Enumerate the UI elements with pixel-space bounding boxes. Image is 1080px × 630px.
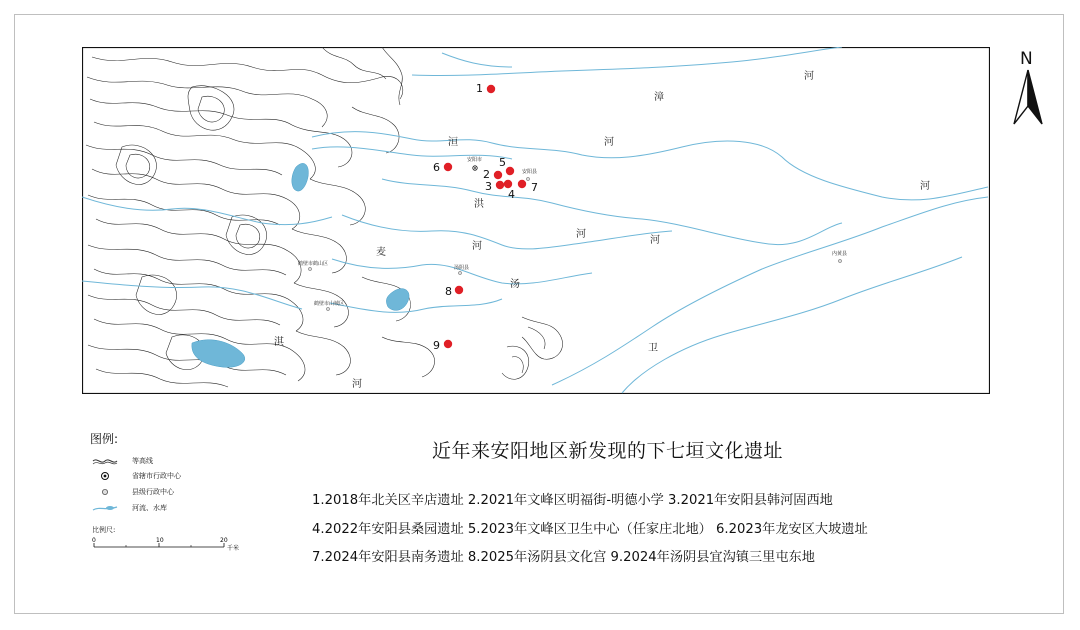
- site-marker: [496, 181, 504, 189]
- county-dot-icon: [526, 177, 529, 180]
- county-dot-icon: [326, 307, 329, 310]
- north-arrow-icon: [1008, 48, 1048, 128]
- river-label: 河: [352, 379, 362, 390]
- site-number: 8: [445, 285, 452, 298]
- city-label: 鹤壁市鹤山区: [298, 261, 329, 267]
- city-label: 安阳县: [522, 169, 538, 175]
- county-dot-icon: [458, 271, 461, 274]
- river-label: 河: [604, 137, 614, 148]
- site-marker: [506, 167, 514, 175]
- site-marker: [455, 286, 463, 294]
- legend-label: 省辖市行政中心: [132, 472, 181, 480]
- river-label: 河: [804, 71, 814, 82]
- site-list: [312, 487, 868, 573]
- river-label: 河: [576, 229, 586, 240]
- city-label: 安阳市: [467, 157, 483, 163]
- map-panel: [82, 47, 990, 394]
- site-marker: [494, 171, 502, 179]
- site-list-row: [312, 487, 868, 516]
- river-label: 汤: [510, 279, 520, 290]
- site-entry: 2.2021年文峰区明福街-明德小学: [467, 493, 664, 508]
- river-label: 洹: [448, 137, 458, 148]
- site-number: 4: [508, 188, 515, 201]
- site-entry: 7.2024年安阳县南务遗址: [312, 550, 464, 565]
- site-marker: [487, 85, 495, 93]
- legend-title: 图例:: [90, 432, 119, 446]
- scale-title: 比例尺:: [92, 526, 116, 534]
- site-marker: [504, 180, 512, 188]
- north-label: N: [1020, 49, 1033, 69]
- county-dot-icon: [308, 267, 311, 270]
- scale-unit: 千米: [227, 545, 240, 552]
- river-label: 洪: [474, 199, 484, 210]
- river-label: 河: [472, 241, 482, 252]
- site-list-row: [312, 516, 868, 545]
- river-label: 河: [920, 181, 930, 192]
- site-entry: 5.2023年文峰区卫生中心（任家庄北地）: [467, 521, 712, 537]
- river-label: 卫: [648, 343, 658, 354]
- river-label: 河: [650, 235, 660, 246]
- site-entry: 3.2021年安阳县韩河固西地: [668, 493, 833, 508]
- city-label: 内黄县: [832, 251, 848, 257]
- legend-item: [92, 486, 174, 498]
- city-label: 鹤壁市山城区: [314, 301, 345, 307]
- site-entry: 9.2024年汤阴县宜沟镇三里屯东地: [610, 550, 815, 565]
- legend-label: 等高线: [132, 457, 153, 465]
- legend-item: [92, 455, 153, 467]
- legend-label: 县级行政中心: [132, 488, 174, 496]
- scale-tick-label: 10: [156, 537, 164, 544]
- scale-tick-label: 0: [92, 537, 96, 544]
- site-marker: [444, 163, 452, 171]
- contour-icon: [92, 456, 118, 466]
- site-number: 1: [476, 82, 483, 95]
- site-marker: [444, 340, 452, 348]
- county-dot-icon: [92, 487, 118, 497]
- site-number: 6: [433, 161, 440, 174]
- capital-dot-icon: [92, 471, 118, 481]
- site-number: 7: [531, 181, 538, 194]
- river-label: 淇: [274, 337, 284, 348]
- river-icon: [92, 503, 118, 513]
- legend-item: [92, 470, 181, 482]
- figure-title: 近年来安阳地区新发现的下七垣文化遗址: [432, 440, 784, 462]
- site-list-row: [312, 544, 868, 573]
- scale-tick-label: 20: [220, 537, 228, 544]
- site-number: 5: [499, 156, 506, 169]
- river-label: 麦: [376, 247, 386, 258]
- county-dot-icon: [838, 259, 841, 262]
- site-marker: [518, 180, 526, 188]
- site-entry: 6.2023年龙安区大坡遗址: [716, 521, 868, 537]
- legend-item: [92, 502, 167, 514]
- site-number: 3: [485, 180, 492, 193]
- site-entry: 1.2018年北关区辛店遗址: [312, 493, 464, 508]
- site-number: 2: [483, 168, 490, 181]
- site-number: 9: [433, 339, 440, 352]
- city-label: 汤阴县: [454, 265, 470, 271]
- site-entry: 4.2022年安阳县桑园遗址: [312, 521, 464, 537]
- legend-label: 河流、水库: [132, 504, 167, 512]
- site-entry: 8.2025年汤阴县文化宫: [467, 550, 607, 565]
- scale-bar: [90, 535, 240, 557]
- river-label: 漳: [654, 92, 664, 103]
